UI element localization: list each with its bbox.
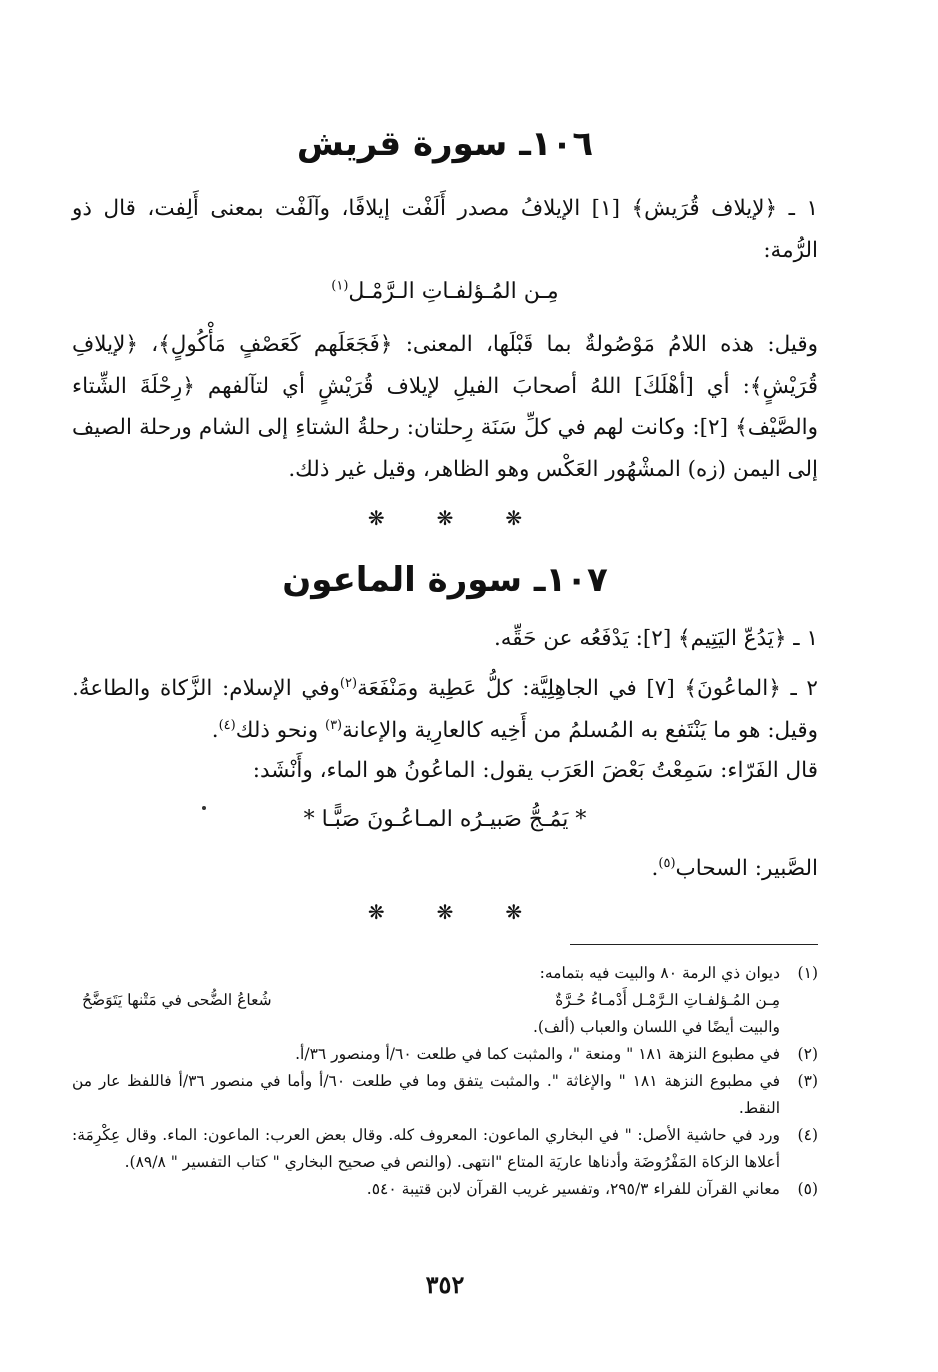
star-ornament: ❋ xyxy=(505,506,523,530)
footnote-ref-3: (٣) xyxy=(324,717,343,733)
para-4-end: . xyxy=(651,856,659,881)
para-2-part-d: . xyxy=(211,717,219,743)
footnote-1 xyxy=(72,960,818,1041)
footnote-number: (٣) xyxy=(797,1072,818,1090)
surah-107-para-2 xyxy=(72,668,818,751)
footnotes xyxy=(72,960,818,1203)
surah-107-title: ١٠٧ـ سورة الماعون xyxy=(282,560,608,600)
surah-107-verse: * يَمُـجُّ صَبيـرُه المـاعُـونَ صَبًّـا * xyxy=(303,807,587,832)
star-ornament: ❋ xyxy=(505,900,523,924)
footnote-ref-5: (٥) xyxy=(658,855,676,871)
footnote-4 xyxy=(72,1122,818,1176)
footnote-number: (٤) xyxy=(797,1126,818,1144)
footnote-ref-1: (١) xyxy=(331,278,349,294)
surah-107-para-3: قال الفَرّاء: سَمِعْتُ بَعْضَ العَرَب يقول: الماعُونُ هو الماء، وأَنْشَد: xyxy=(252,758,818,783)
footnote-body xyxy=(72,960,780,1041)
para-2-part-b: وفي الإسلام: الزَّكاة والطاعةُ. وقيل: هو ما يَنْتَفع به المُسلمُ من أَخِيه كالعارِية والإعانة xyxy=(72,676,818,743)
page-number: ٣٥٢ xyxy=(425,1270,465,1299)
footnote-5 xyxy=(72,1176,818,1203)
footnote-number: (١) xyxy=(797,964,818,982)
section-separator-1 xyxy=(72,506,818,530)
surah-107-para-1: ١ ـ ﴿يَدُعّ اليَتِيم﴾ [٢]: يَدْفَعُه عن حَقِّه. xyxy=(493,626,818,651)
para-4-text: الصَّبير: السحاب xyxy=(675,856,818,881)
star-ornament: ❋ xyxy=(367,506,385,530)
surah-106-title: ١٠٦ـ سورة قريش xyxy=(296,124,594,164)
footnote-text: معاني القرآن للفراء ٢٩٥/٣، وتفسير غريب القرآن لابن قتيبة ٥٤٠. xyxy=(366,1180,780,1198)
verse-text: مِـن المُـؤلفـاتِ الـرَّمْـل xyxy=(348,279,559,304)
verse-hemistich-1: مِـن المُـؤلفـاتِ الـرَّمْـل أَدْمـاءُ حُـرَّةٌ xyxy=(555,991,780,1009)
footnote-number: (٥) xyxy=(797,1180,818,1198)
star-ornament: ❋ xyxy=(436,506,454,530)
surah-107-para-4 xyxy=(72,848,818,890)
footnote-text: في مطبوع النزهة ١٨١ " ومنعة "، والمثبت كما في طلعت ٦٠/أ ومنصور ٣٦/أ. xyxy=(295,1045,780,1063)
surah-106-para-1: ١ ـ ﴿لإيلاف قُرَيش﴾ [١] الإيلافُ مصدر أَلَفْت إيلافًا، وآلَفْت بمعنى أَلِفت، قال ذو الرُّمة: xyxy=(72,196,818,263)
footnote-ref-2: (٢) xyxy=(339,675,358,691)
footnote-ref-4: (٤) xyxy=(218,717,236,733)
verse-hemistich-2: شُعاعُ الضُّحى في مَتْنها يَتَوَضَّحُ xyxy=(82,991,272,1009)
footnote-3 xyxy=(72,1068,818,1122)
section-separator-2 xyxy=(72,900,818,924)
book-page xyxy=(72,0,818,1372)
star-ornament: ❋ xyxy=(436,900,454,924)
para-2-part-c: ونحو ذلك xyxy=(235,717,325,743)
footnote-2 xyxy=(72,1041,818,1068)
footnote-text: في مطبوع النزهة ١٨١ " والإغاثة ". والمثبت يتفق وما في طلعت ٦٠/أ وأما في منصور ٣٦/أ فاللفظ عار من النقط. xyxy=(72,1072,780,1117)
footnote-divider xyxy=(570,944,818,945)
star-ornament: ❋ xyxy=(367,900,385,924)
footnote-text: ورد في حاشية الأصل: " في البخاري الماعون: المعروف كله. وقال بعض العرب: الماعون: الماء. وقال عِكْرِمَة: أعلاها الزكاة المَفْرُوضَة وأدناها عاريَة المتاع "انتهى. (والنص في صحيح البخاري " كتاب التفسير " ٨٩/٨). xyxy=(72,1126,780,1171)
para-2-part-a: ٢ ـ ﴿الماعُونَ﴾ [٧] في الجاهِلِيَّة: كلُّ عَطِية ومَنْفَعَة xyxy=(357,676,818,701)
footnote-number: (٢) xyxy=(797,1045,818,1063)
surah-106-para-2: وقيل: هذه اللامُ مَوْصُولةٌ بما قَبْلَها، المعنى: ﴿فَجَعَلَهم كَعَصْفٍ مَأْكُولٍ﴾، ﴿لإيلافِ قُرَيْشٍ﴾: أي [أهْلَكَ] اللهُ أصحابَ الفيلِ لإيلاف قُرَيْشٍ أي لتآلفهم ﴿رِحْلَةَ الشِّتاء والصَّيْف﴾ [٢]: وكانت لهم في كلِّ سَنَة رِحلتان: رحلةُ الشتاءِ إلى الشام ورحلة الصيف إلى اليمن (زه) المشْهُور العَكْس وهو الظاهر، وقيل غير ذلك. xyxy=(72,332,819,482)
footnote-verse xyxy=(72,987,780,1014)
surah-106-verse xyxy=(72,272,818,312)
footnote-text: ديوان ذي الرمة ٨٠ والبيت فيه بتمامه: xyxy=(539,964,780,982)
footnote-text: والبيت أيضًا في اللسان والعباب (ألف). xyxy=(532,1018,780,1036)
